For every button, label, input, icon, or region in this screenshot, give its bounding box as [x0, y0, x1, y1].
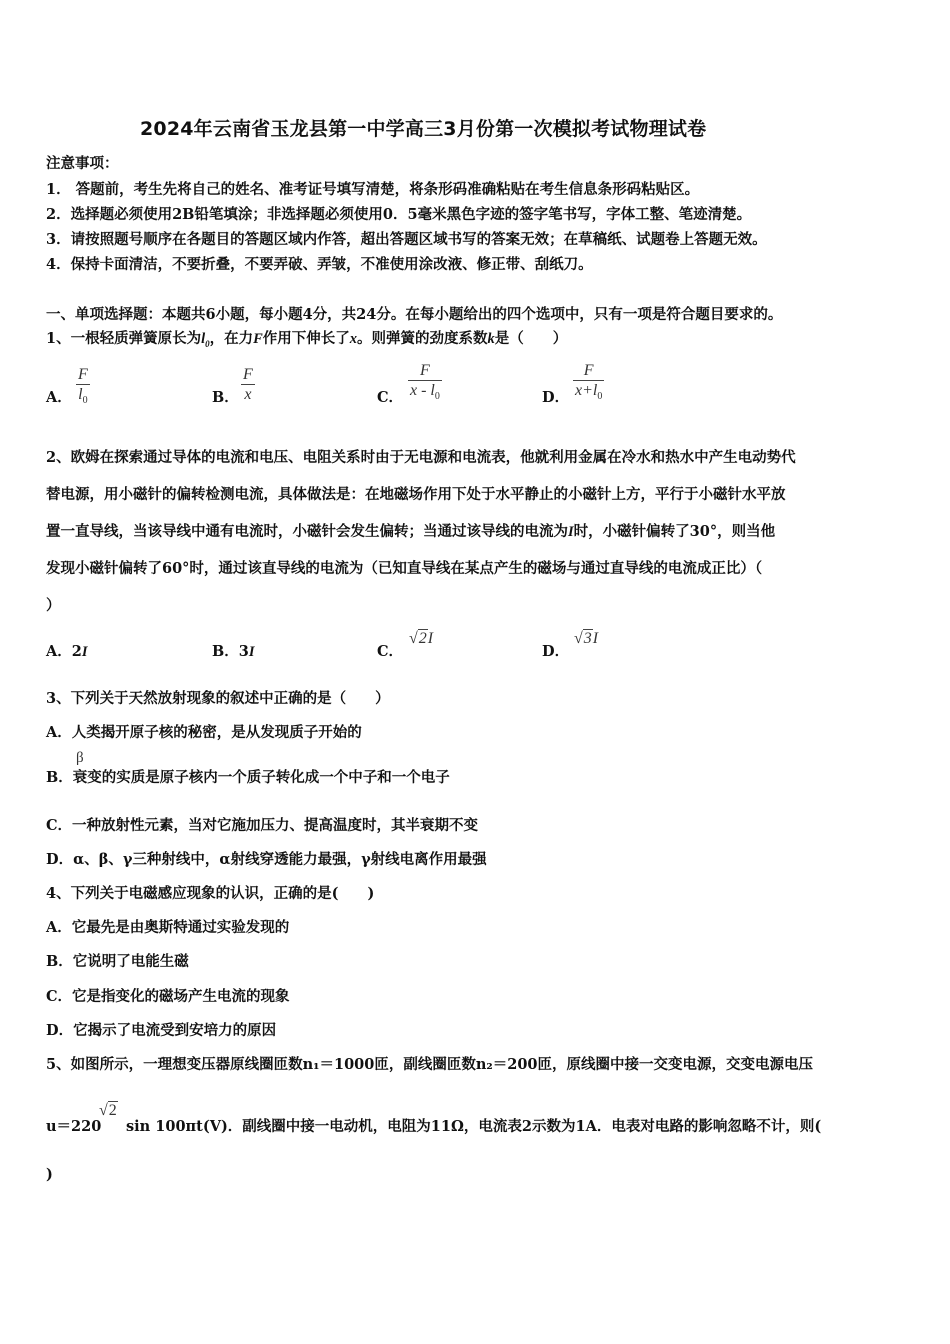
q1-option-b-label[interactable]: B． [212, 389, 239, 406]
q4-option-d[interactable]: D．它揭示了电流受到安培力的原因 [46, 1022, 277, 1039]
q3-option-c[interactable]: C．一种放射性元素，当对它施加压力、提高温度时，其半衰期不变 [46, 817, 479, 834]
q1-text-4: 。则弹簧的劲度系数 [357, 330, 488, 347]
q5-sqrt: √2 [99, 1102, 117, 1119]
q2-line-2: 替电源，用小磁针的偏转检测电流，具体做法是：在地磁场作用下处于水平静止的小磁针上方，平行于小磁针水平放 [46, 486, 786, 503]
q1-var-l0: $l_0$ [201, 331, 210, 349]
q2-option-c-sqrt: √2I [409, 630, 434, 647]
q1-option-d-fraction: F $x+l_0$ [575, 362, 603, 403]
q4-option-a[interactable]: A．它最先是由奥斯特通过实验发现的 [46, 919, 290, 936]
q2-option-c-label[interactable]: C． [377, 643, 404, 660]
q3-option-d[interactable]: D．α、β、γ三种射线中，α射线穿透能力最强，γ射线电离作用最强 [46, 851, 487, 868]
notice-item-4: 4．保持卡面清洁，不要折叠，不要弄破、弄皱，不准使用涂改液、修正带、刮纸刀。 [46, 256, 593, 273]
q5-line-1: 5、如图所示，一理想变压器原线圈匝数n₁＝1000匝，副线圈匝数n₂＝200匝，原线圈中接一交变电源，交变电源电压 [46, 1056, 813, 1073]
section-heading: 一、单项选择题：本题共6小题，每小题4分，共24分。在每小题给出的四个选项中，只有一项是符合题目要求的。 [46, 306, 783, 323]
q5-line-2a: u＝220 [46, 1118, 102, 1135]
q1-var-f: F [253, 331, 263, 347]
q3-stem: 3、下列关于天然放射现象的叙述中正确的是（ ） [46, 690, 390, 707]
q2-option-d-sqrt: √3I [574, 630, 599, 647]
q3-option-b[interactable]: B．衰变的实质是原子核内一个质子转化成一个中子和一个电子 [46, 769, 450, 786]
q1-stem [46, 327, 567, 349]
q1-option-b-fraction: F x [243, 366, 253, 403]
q5-line-3: ) [46, 1166, 53, 1183]
q4-stem: 4、下列关于电磁感应现象的认识，正确的是( ) [46, 885, 375, 902]
q1-option-a-fraction: F $l_0$ [78, 366, 88, 407]
q2-option-a[interactable]: A．2I [46, 643, 88, 660]
q1-text-1: 1、一根轻质弹簧原长为 [46, 330, 202, 347]
q2-line-1: 2、欧姆在探索通过导体的电流和电压、电阻关系时由于无电源和电流表，他就利用金属在冷水和热水中产生电动势代 [46, 449, 796, 466]
q2-line-3: 置一直导线，当该导线中通有电流时，小磁针会发生偏转；当通过该导线的电流为I时，小磁针偏转了30°，则当他 [46, 523, 776, 540]
q1-option-c-label[interactable]: C． [377, 389, 404, 406]
q4-option-c[interactable]: C．它是指变化的磁场产生电流的现象 [46, 988, 290, 1005]
q1-text-5: 是（ ） [494, 330, 568, 347]
q2-line-5: ） [46, 597, 61, 614]
q3-option-a[interactable]: A．人类揭开原子核的秘密，是从发现质子开始的 [46, 724, 362, 741]
q1-text-2: ，在力 [209, 330, 254, 347]
notice-item-2: 2．选择题必须使用2B铅笔填涂；非选择题必须使用0．5毫米黑色字迹的签字笔书写，字体工整、笔迹清楚。 [46, 206, 752, 223]
q4-option-b[interactable]: B．它说明了电能生磁 [46, 953, 189, 970]
q1-var-x: x [349, 331, 358, 347]
q2-line-4: 发现小磁针偏转了60°时，通过该直导线的电流为（已知直导线在某点产生的磁场与通过直导线的电流成正比）（ [46, 560, 763, 577]
q1-option-c-fraction: F x - $l_0$ [410, 362, 440, 403]
notice-item-1: 1． 答题前，考生先将自己的姓名、准考证号填写清楚，将条形码准确粘贴在考生信息条形码粘贴区。 [46, 181, 700, 198]
q1-var-k: k [487, 331, 495, 347]
page-title: 2024年云南省玉龙县第一中学高三3月份第一次模拟考试物理试卷 [140, 118, 707, 140]
q2-option-b[interactable]: B．3I [212, 643, 255, 660]
q2-var-i: I [568, 524, 574, 540]
q3-beta-symbol: β [76, 750, 84, 766]
q1-option-d-label[interactable]: D． [542, 389, 570, 406]
q1-option-a-label[interactable]: A． [46, 389, 72, 406]
q5-line-2b: sin 100πt(V)．副线圈中接一电动机，电阻为11Ω，电流表2示数为1A．电表对电路的影响忽略不计，则( [126, 1118, 822, 1135]
q1-text-3: 作用下伸长了 [262, 330, 350, 347]
q2-option-d-label[interactable]: D． [542, 643, 570, 660]
notice-heading: 注意事项： [46, 155, 119, 172]
notice-item-3: 3．请按照题号顺序在各题目的答题区域内作答，超出答题区域书写的答案无效；在草稿纸、试题卷上答题无效。 [46, 231, 767, 248]
